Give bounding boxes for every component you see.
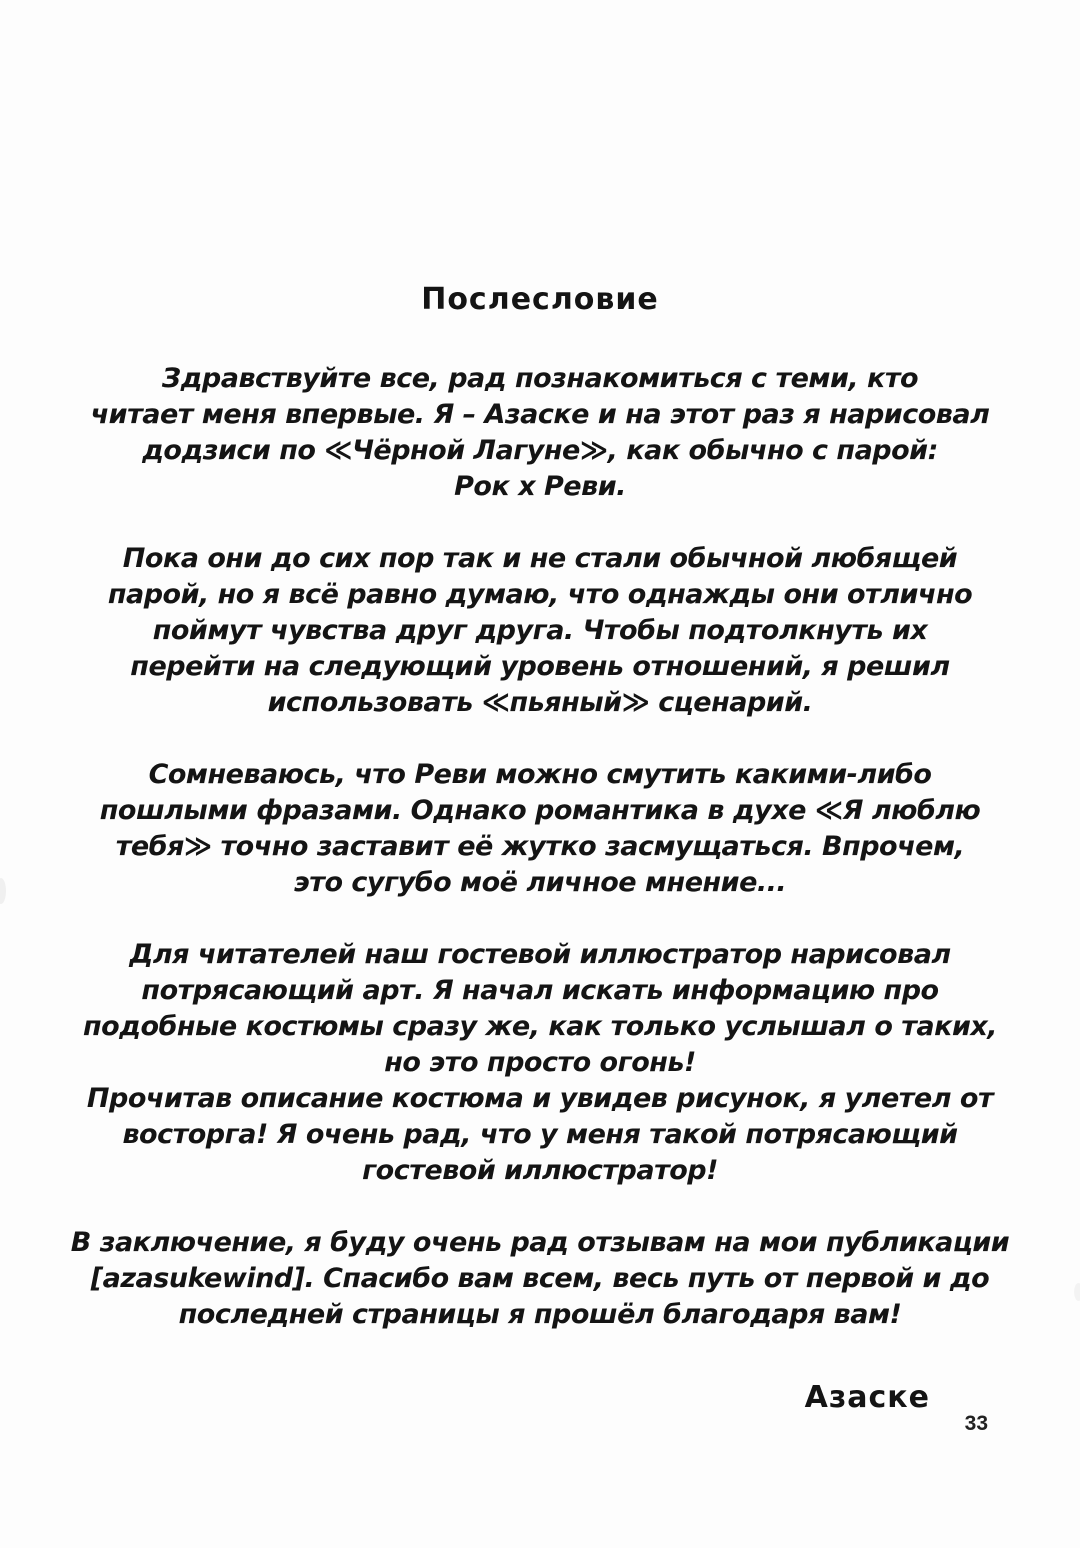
text-line: Прочитав описание костюма и увидев рисунок, я улетел от (86, 1083, 994, 1114)
paragraph (25, 757, 1055, 901)
text-line: последней страницы я прошёл благодаря вам! (178, 1299, 902, 1330)
text-line: использовать ≪пьяный≫ сценарий. (267, 687, 813, 718)
afterword-paragraphs (25, 361, 1055, 1333)
text-line: подобные костюмы сразу же, как только услышал о таких, (82, 1011, 998, 1042)
text-line: это сугубо моё личное мнение... (293, 867, 787, 898)
text-line: гостевой иллюстратор! (362, 1155, 718, 1186)
paragraph (25, 361, 1055, 505)
text-line: В заключение, я буду очень рад отзывам на мои публикации (70, 1227, 1010, 1258)
text-line: Пока они до сих пор так и не стали обычной любящей (122, 543, 958, 574)
paragraph (25, 1225, 1055, 1333)
text-line: перейти на следующий уровень отношений, я решил (130, 651, 950, 682)
text-line: Сомневаюсь, что Реви можно смутить какими-либо (148, 759, 932, 790)
paragraph (25, 541, 1055, 721)
text-line: читает меня впервые. Я – Азаске и на этот раз я нарисовал (90, 399, 990, 430)
text-line: додзиси по ≪Чёрной Лагуне≫, как обычно с парой: (142, 435, 938, 466)
text-line: Рок х Реви. (454, 471, 626, 502)
text-line: поймут чувства друг друга. Чтобы подтолкнуть их (152, 615, 928, 646)
author-signature: Азаске (804, 1380, 930, 1415)
page-title: Послесловие (421, 282, 659, 317)
afterword-content (25, 283, 1055, 1415)
text-line: пошлыми фразами. Однако романтика в духе ≪Я люблю (99, 795, 981, 826)
text-line: тебя≫ точно заставит её жутко засмущаться. Впрочем, (115, 831, 965, 862)
text-line: Здравствуйте все, рад познакомиться с теми, кто (161, 363, 919, 394)
text-line: но это просто огонь! (384, 1047, 696, 1078)
text-line: парой, но я всё равно думаю, что однажды они отлично (107, 579, 973, 610)
page-number: 33 (964, 1412, 988, 1435)
text-line: [azasukewind]. Спасибо вам всем, весь путь от первой и до (90, 1263, 990, 1294)
scan-artifact (0, 878, 6, 904)
paragraph (25, 937, 1055, 1189)
text-line: восторга! Я очень рад, что у меня такой потрясающий (122, 1119, 958, 1150)
text-line: потрясающий арт. Я начал искать информацию про (141, 975, 939, 1006)
text-line: Для читателей наш гостевой иллюстратор нарисовал (129, 939, 951, 970)
scan-artifact (1074, 1283, 1080, 1301)
